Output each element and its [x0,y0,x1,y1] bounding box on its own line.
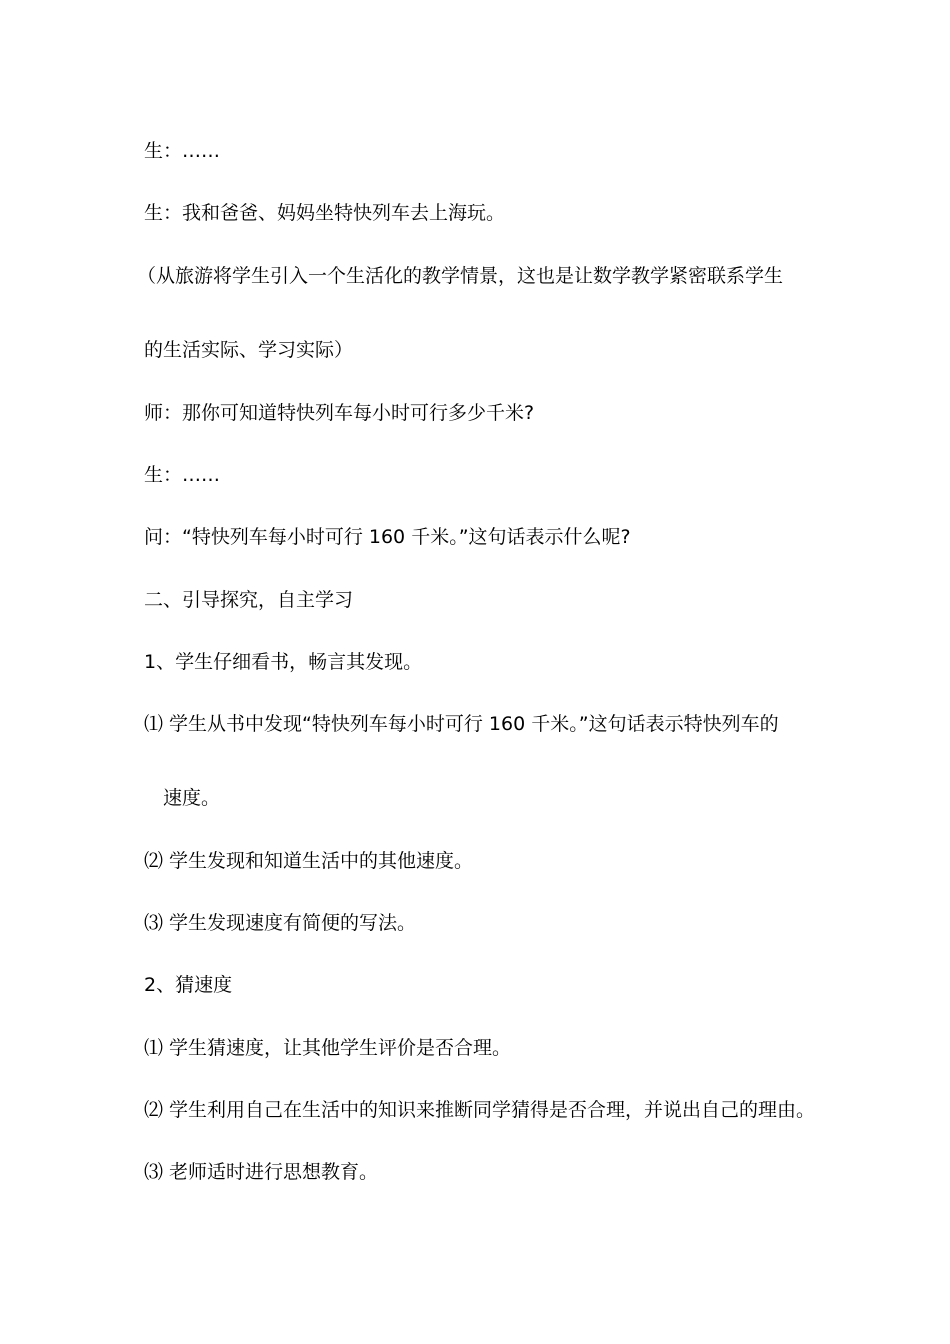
step-2-item-2: ⑵ 学生利用自己在生活中的知识来推断同学猜得是否合理，并说出自己的理由。 [144,1099,816,1121]
dialogue-student-1: 生：…… [144,140,221,162]
step-1-item-2: ⑵ 学生发现和知道生活中的其他速度。 [144,850,474,872]
note-line-2: 的生活实际、学习实际） [144,339,354,361]
note-line-1: （从旅游将学生引入一个生活化的教学情景，这也是让数学教学紧密联系学生 [137,265,784,287]
step-2-item-3: ⑶ 老师适时进行思想教育。 [144,1161,379,1183]
step-2-item-1: ⑴ 学生猜速度，让其他学生评价是否合理。 [144,1037,512,1059]
step-1-item-1-cont: 速度。 [163,787,221,809]
dialogue-student-3: 生：…… [144,464,221,486]
step-1-heading: 1、学生仔细看书，畅言其发现。 [144,651,423,673]
dialogue-teacher: 师：那你可知道特快列车每小时可行多少千米? [144,402,535,424]
dialogue-student-2: 生：我和爸爸、妈妈坐特快列车去上海玩。 [144,202,506,224]
step-2-heading: 2、猜速度 [144,974,233,996]
step-1-item-1: ⑴ 学生从书中发现“特快列车每小时可行 160 千米。”这句话表示特快列车的 [144,713,779,735]
dialogue-question: 问：“特快列车每小时可行 160 千米。”这句话表示什么呢? [144,526,631,548]
section-heading-2: 二、引导探究，自主学习 [144,589,354,611]
step-1-item-3: ⑶ 学生发现速度有简便的写法。 [144,912,417,934]
